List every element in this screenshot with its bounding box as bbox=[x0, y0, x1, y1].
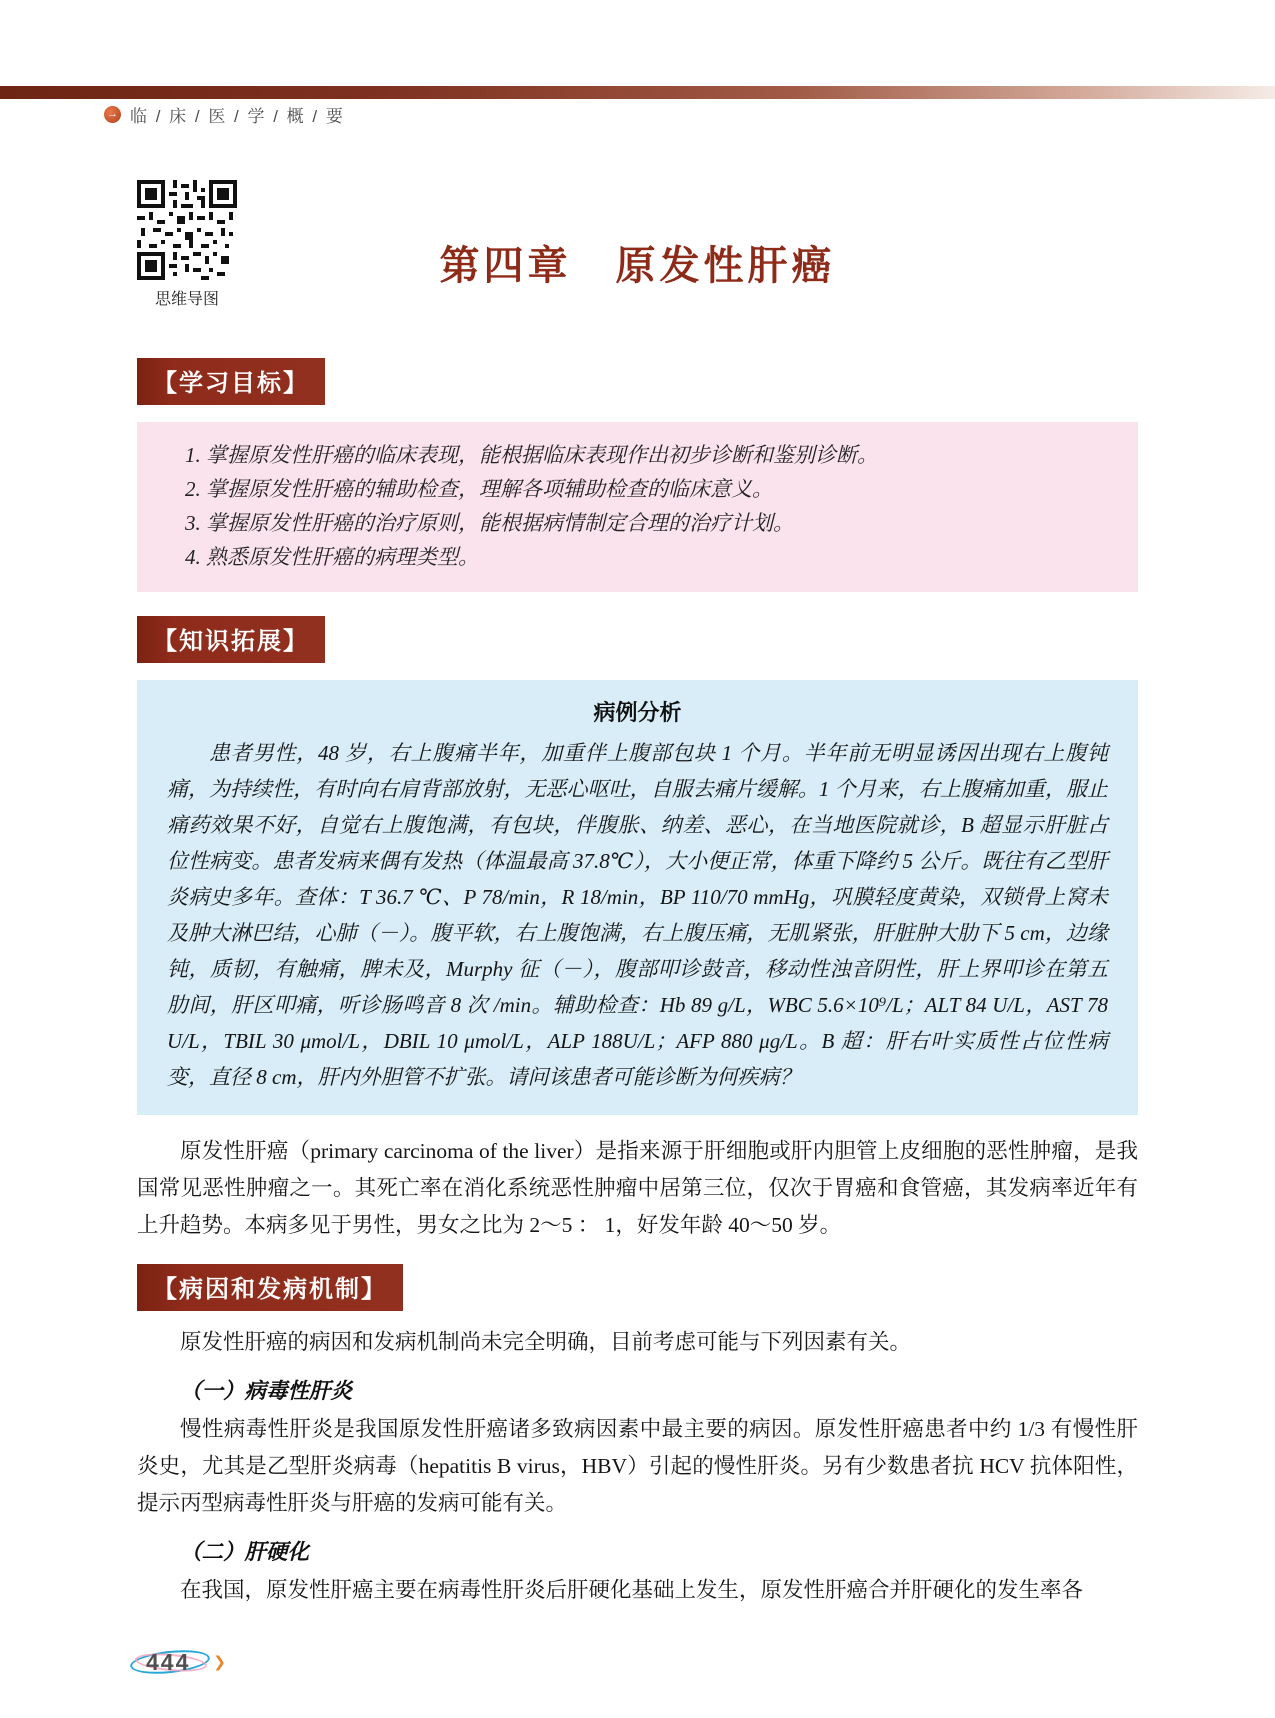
subsection-title-viral-hepatitis: （一）病毒性肝炎 bbox=[180, 1379, 353, 1403]
chapter-head bbox=[137, 180, 1138, 308]
case-analysis-text: 患者男性，48 岁，右上腹痛半年，加重伴上腹部包块 1 个月。半年前无明显诱因出现右上腹钝痛，为持续性，有时向右肩背部放射，无恶心呕吐，自服去痛片缓解。1 个月来，右上腹痛加重，服止痛药效果不好，自觉右上腹饱满，有包块，伴腹胀、纳差、恶心，在当地医院就诊，B 超显示肝脏占位性病变。患者发病来偶有发热（体温最高 37.8℃），大小便正常，体重下降约 5 公斤。既往有乙型肝炎病史多年。查体：T 36.7 ℃、P 78/min，R 18/min，BP 110/70 mmHg，巩膜轻度黄染，双锁骨上窝未及肿大淋巴结，心肺（－）。腹平软，右上腹饱满，右上腹压痛，无肌紧张，肝脏肿大肋下 5 cm，边缘钝，质韧，有触痛，脾未及，Murphy 征（－），腹部叩诊鼓音，移动性浊音阴性，肝上界叩诊在第五肋间，肝区叩痛，听诊肠鸣音 8 次 /min。辅助检查：Hb 89 g/L，WBC 5.6×10⁹/L；ALT 84 U/L，AST 78 U/L，TBIL 30 μmol/L，DBIL 10 μmol/L，ALP 188U/L；AFP 880 μg/L。B 超：肝右叶实质性占位性病变，直径 8 cm，肝内外胆管不扩张。请问该患者可能诊断为何疾病？ bbox=[167, 741, 1108, 1089]
book-title: 临 / 床 / 医 / 学 / 概 / 要 bbox=[130, 107, 345, 126]
objective-item: 2. 掌握原发性肝癌的辅助检查，理解各项辅助检查的临床意义。 bbox=[185, 477, 773, 501]
section-header-etiology: 【病因和发病机制】 bbox=[137, 1264, 403, 1311]
qr-caption: 思维导图 bbox=[154, 291, 219, 308]
intro-paragraph: 原发性肝癌（primary carcinoma of the liver）是指来源于肝细胞或肝内胆管上皮细胞的恶性肿瘤，是我国常见恶性肿瘤之一。其死亡率在消化系统恶性肿瘤中居第三位，仅次于胃癌和食管癌，其发病率近年有上升趋势。本病多见于男性，男女之比为 2～5 ： 1，好发年龄 40～50 岁。 bbox=[137, 1139, 1138, 1237]
objective-item: 1. 掌握原发性肝癌的临床表现，能根据临床表现作出初步诊断和鉴别诊断。 bbox=[185, 443, 878, 467]
subsection-title-cirrhosis: （二）肝硬化 bbox=[180, 1540, 310, 1564]
etiology-lead-paragraph: 原发性肝癌的病因和发病机制尚未完全明确，目前考虑可能与下列因素有关。 bbox=[180, 1330, 912, 1354]
subsection-text-viral-hepatitis: 慢性病毒性肝炎是我国原发性肝癌诸多致病因素中最主要的病因。原发性肝癌患者中约 1/3 有慢性肝炎史，尤其是乙型肝炎病毒（hepatitis B virus，HBV）引起的慢性肝炎。另有少数患者抗 HCV 抗体阳性，提示丙型病毒性肝炎与肝癌的发病可能有关。 bbox=[137, 1417, 1138, 1515]
chapter-title: 第四章 原发性肝癌 bbox=[439, 243, 836, 288]
learning-objectives-panel bbox=[137, 422, 1138, 592]
objective-item: 3. 掌握原发性肝癌的治疗原则，能根据病情制定合理的治疗计划。 bbox=[185, 511, 794, 535]
section-header-knowledge-expansion: 【知识拓展】 bbox=[137, 616, 325, 663]
page-footer bbox=[130, 1644, 226, 1680]
objective-item: 4. 熟悉原发性肝癌的病理类型。 bbox=[185, 545, 479, 569]
case-analysis-title: 病例分析 bbox=[593, 700, 682, 725]
qr-block bbox=[137, 180, 237, 309]
subsection-text-cirrhosis: 在我国，原发性肝癌主要在病毒性肝炎后肝硬化基础上发生，原发性肝癌合并肝硬化的发生率各 bbox=[180, 1578, 1084, 1602]
arrow-circle-icon: → bbox=[104, 106, 121, 123]
case-analysis-panel bbox=[137, 680, 1138, 1115]
page-number: 444 bbox=[146, 1649, 191, 1675]
qr-code-icon bbox=[137, 180, 237, 280]
swirl-arrow-icon: ❯ bbox=[213, 1653, 226, 1671]
section-header-learning-objectives: 【学习目标】 bbox=[137, 358, 325, 405]
